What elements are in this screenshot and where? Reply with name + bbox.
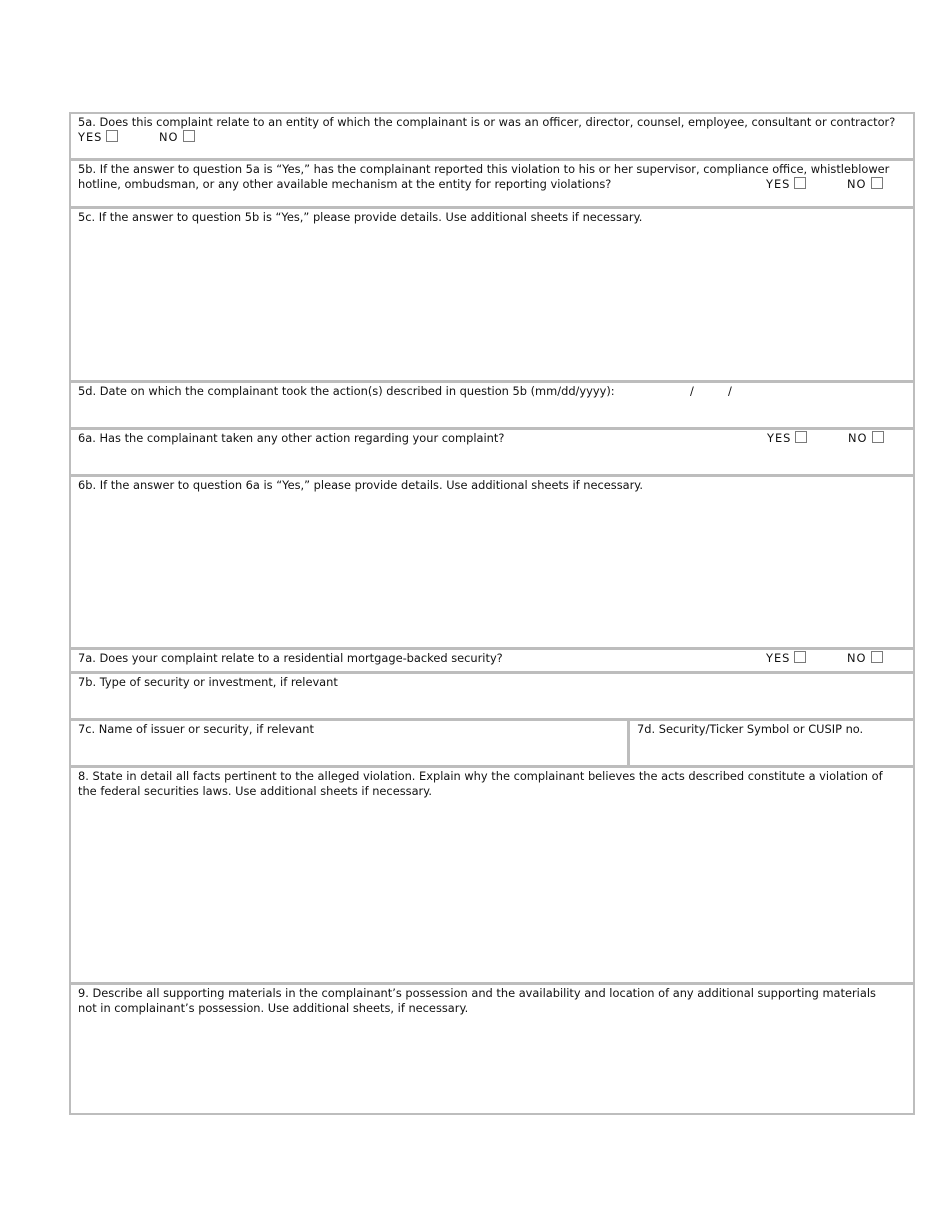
checkbox-5b-no[interactable] (871, 177, 883, 189)
checkbox-6a-yes[interactable] (795, 431, 807, 443)
yes-label: YES (766, 177, 791, 191)
question-5d: 5d. Date on which the complainant took the action(s) described in question 5b (mm/dd/yyyy): (78, 384, 615, 398)
option-5b-no[interactable] (847, 177, 883, 192)
question-7c[interactable]: 7c. Name of issuer or security, if relevant (78, 722, 314, 736)
row-6b[interactable] (71, 474, 913, 650)
yes-label: YES (78, 130, 103, 144)
row-9[interactable] (71, 982, 913, 1114)
row-5a (71, 114, 913, 160)
option-6a-no[interactable] (848, 431, 884, 446)
question-5b: 5b. If the answer to question 5a is “Yes,” has the complainant reported this violation to his or her supervisor, compliance office, whistleblower hotline, ombudsman, or any other available mechanism at the entity for reporting violations? (78, 162, 890, 191)
checkbox-5a-no[interactable] (183, 130, 195, 142)
checkbox-5b-yes[interactable] (794, 177, 806, 189)
checkbox-5a-yes[interactable] (106, 130, 118, 142)
question-5c: 5c. If the answer to question 5b is “Yes,” please provide details. Use additional sheets if necessary. (78, 210, 643, 224)
question-7d[interactable]: 7d. Security/Ticker Symbol or CUSIP no. (637, 722, 864, 736)
row-7c-7d (71, 718, 913, 768)
column-divider (627, 721, 630, 768)
question-7b: 7b. Type of security or investment, if relevant (78, 675, 338, 689)
no-label: NO (848, 431, 868, 445)
checkbox-6a-no[interactable] (872, 431, 884, 443)
row-5b (71, 158, 913, 209)
row-8[interactable] (71, 765, 913, 984)
row-7b[interactable] (71, 671, 913, 720)
question-6b: 6b. If the answer to question 6a is “Yes,” please provide details. Use additional sheets if necessary. (78, 478, 644, 492)
row-7a (71, 647, 913, 673)
question-5a: 5a. Does this complaint relate to an entity of which the complainant is or was an officer, director, counsel, employee, consultant or contractor? (78, 115, 896, 129)
yes-label: YES (766, 651, 791, 665)
checkbox-7a-no[interactable] (871, 651, 883, 663)
row-5c[interactable] (71, 206, 913, 382)
checkbox-7a-yes[interactable] (794, 651, 806, 663)
complaint-form (69, 112, 915, 1115)
row-5d[interactable] (71, 380, 913, 429)
no-label: NO (159, 130, 179, 144)
question-9: 9. Describe all supporting materials in the complainant’s possession and the availability and location of any additional supporting materials not in complainant’s possession. Use additional sheets, if necessary. (78, 986, 876, 1015)
option-5a-no[interactable] (159, 130, 195, 145)
no-label: NO (847, 177, 867, 191)
question-8: 8. State in detail all facts pertinent to the alleged violation. Explain why the complainant believes the acts described constitute a violation of the federal securities laws. Use additional sheets if necessary. (78, 769, 883, 798)
option-7a-no[interactable] (847, 651, 883, 666)
question-7a: 7a. Does your complaint relate to a residential mortgage-backed security? (78, 651, 503, 665)
date-slash-1: / (690, 384, 694, 398)
option-6a-yes[interactable] (767, 431, 807, 446)
yes-label: YES (767, 431, 792, 445)
option-7a-yes[interactable] (766, 651, 806, 666)
option-5b-yes[interactable] (766, 177, 806, 192)
no-label: NO (847, 651, 867, 665)
date-slash-2: / (728, 384, 732, 398)
row-6a (71, 427, 913, 476)
option-5a-yes[interactable] (78, 130, 118, 145)
question-6a: 6a. Has the complainant taken any other action regarding your complaint? (78, 431, 505, 445)
